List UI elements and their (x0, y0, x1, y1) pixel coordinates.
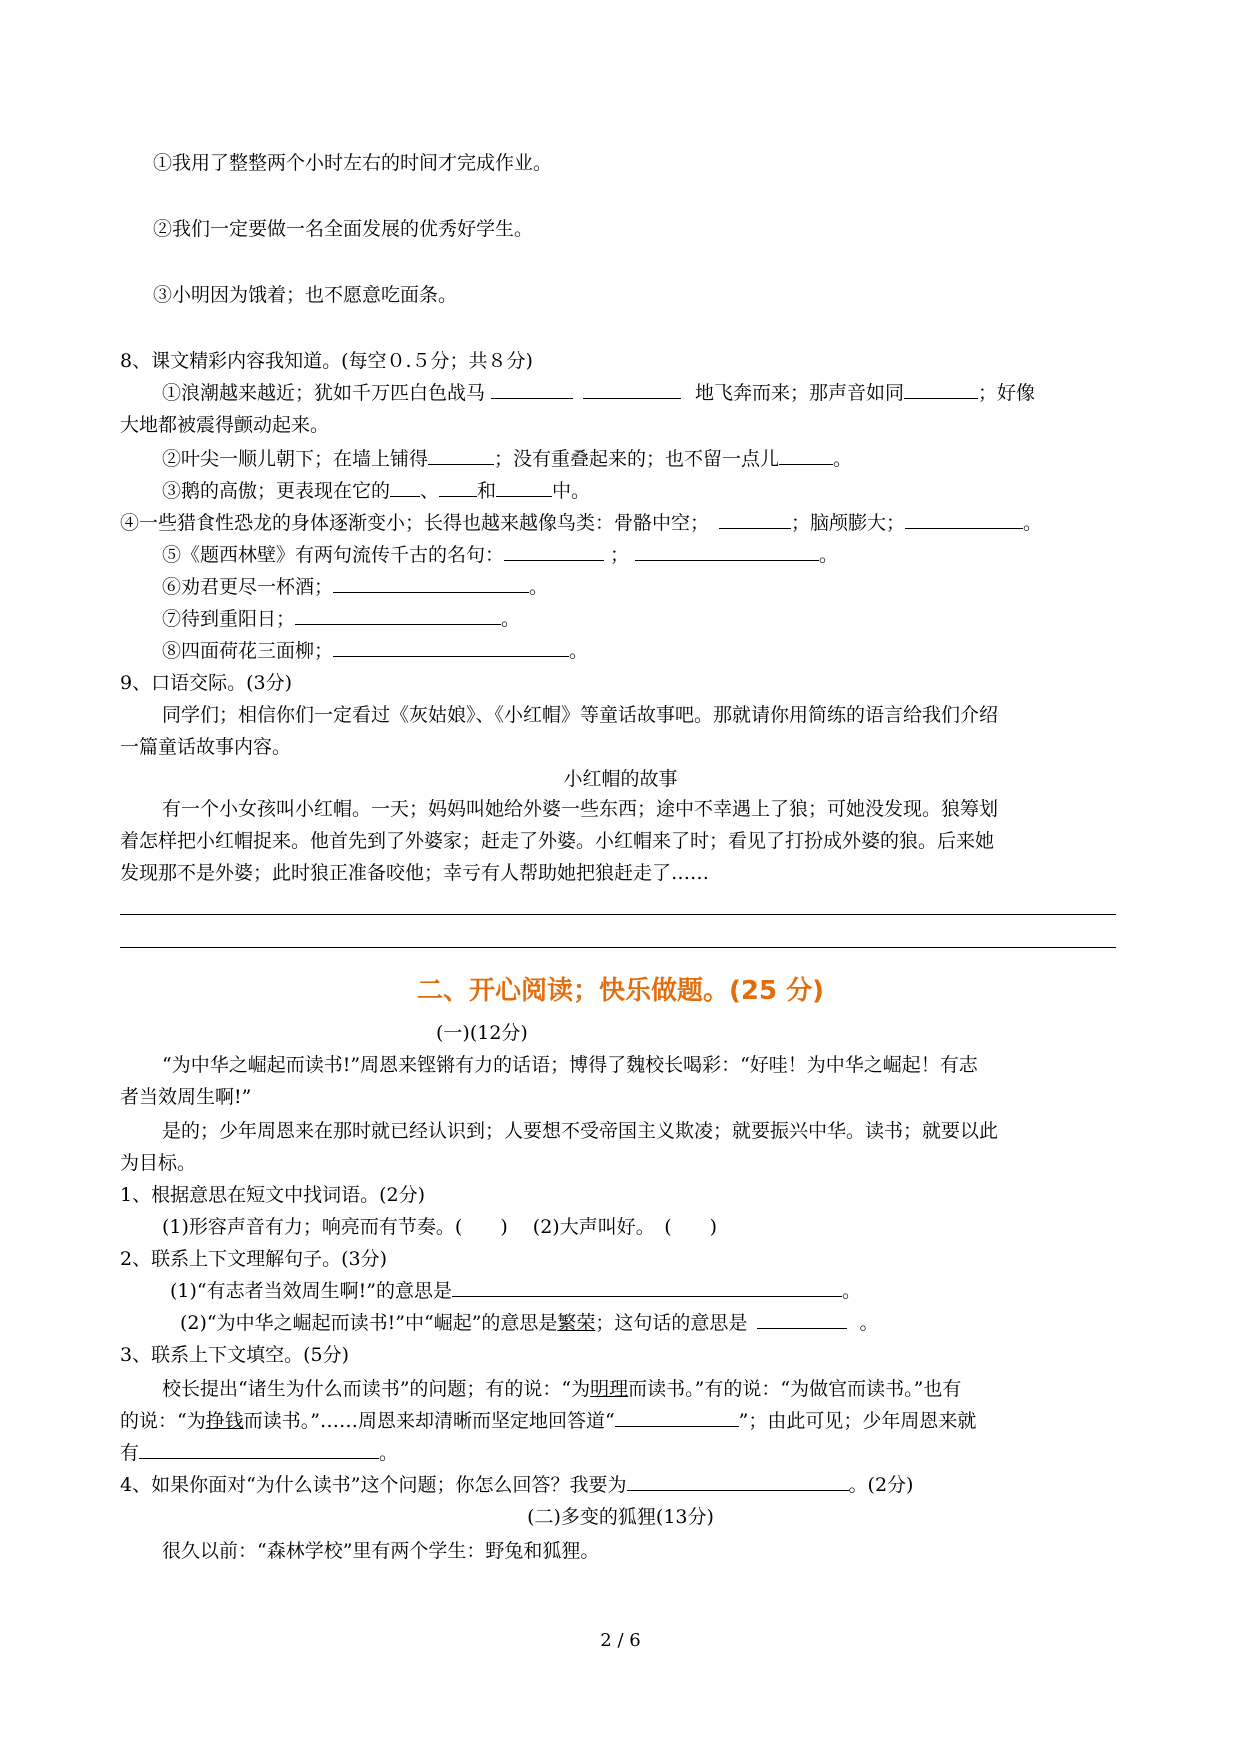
q8-line-7-text-a: ⑦待到重阳日； (162, 608, 296, 630)
q9-prompt-line-1: 同学们；相信你们一定看过《灰姑娘》、《小红帽》等童话故事吧。那就请你用简练的语言给我们介绍 (162, 704, 999, 726)
question-3: 3、联系上下文填空。(5分) (120, 1344, 350, 1366)
passage-2-line-1: 是的；少年周恩来在那时就已经认识到；人要想不受帝国主义欺凌；就要振兴中华。读书；就要以此 (162, 1120, 999, 1142)
fill-blank[interactable] (390, 478, 420, 497)
question-2-item-2-text-b: ；这句话的意思是 (595, 1312, 748, 1334)
q9-story-line-2: 着怎样把小红帽捉来。他首先到了外婆家；赶走了外婆。小红帽来了时；看见了打扮成外婆的狼。后来她 (120, 830, 995, 852)
question-2: 2、联系上下文理解句子。(3分) (120, 1248, 388, 1270)
fill-blank[interactable] (719, 510, 791, 529)
passage-2-line-2: 为目标。 (120, 1152, 197, 1174)
fill-blank[interactable] (491, 380, 573, 399)
q9-story-title: 小红帽的故事 (563, 768, 678, 790)
q8-line-5-text-b: ； (610, 544, 630, 566)
q8-line-8-text-a: ⑧四面荷花三面柳； (162, 640, 334, 662)
q8-line-2 (162, 446, 852, 472)
fill-blank[interactable] (428, 446, 494, 465)
q8-line-7 (162, 606, 520, 632)
question-3-line-3 (120, 1440, 398, 1466)
q8-line-4-text-a: ④一些猎食性恐龙的身体逐渐变小；长得也越来越像鸟类：骨骼中空； (120, 512, 710, 534)
fill-blank[interactable] (779, 446, 833, 465)
fill-blank[interactable] (757, 1310, 847, 1329)
question-2-item-2 (180, 1310, 878, 1336)
question-3-line-1 (162, 1376, 961, 1402)
q8-line-4-text-b: ；脑颅膨大； (791, 512, 906, 534)
q8-line-1-text-a: ①浪潮越来越近；犹如千万匹白色战马 (162, 382, 486, 404)
page-number: 2 / 6 (600, 1630, 641, 1651)
q8-line-6 (162, 574, 548, 600)
part-1-title: (一)(12分) (436, 1022, 528, 1044)
fill-blank[interactable] (504, 542, 604, 561)
answer-line-1[interactable] (120, 914, 1116, 915)
q7-sentence-2: ②我们一定要做一名全面发展的优秀好学生。 (153, 218, 534, 240)
q8-line-2-text-c: 。 (833, 448, 853, 470)
question-2-item-1-text: (1)“有志者当效周生啊!”的意思是 (170, 1280, 452, 1302)
q7-sentence-1: ①我用了整整两个小时左右的时间才完成作业。 (153, 152, 553, 174)
fill-blank[interactable] (295, 606, 501, 625)
q8-line-8 (162, 638, 588, 664)
q8-line-3-text-d: 中。 (552, 480, 591, 502)
passage-1-line-2: 者当效周生啊!” (120, 1086, 252, 1108)
question-3-line-2 (120, 1408, 976, 1434)
question-3-line-1-text-b: 而读书。”有的说：“为做官而读书。”也有 (628, 1378, 962, 1400)
q8-line-1-text-c: ；好像 (978, 382, 1036, 404)
q8-line-5-text-a: ⑤《题西林壁》有两句流传千古的名句： (162, 544, 505, 566)
q8-line-6-text-a: ⑥劝君更尽一杯酒； (162, 576, 334, 598)
q8-line-2-text-b: ；没有重叠起来的；也不留一点儿 (494, 448, 780, 470)
question-2-item-1-end: 。 (841, 1280, 861, 1302)
part-2-paragraph-1: 很久以前：“森林学校”里有两个学生：野兔和狐狸。 (162, 1540, 600, 1562)
fill-blank[interactable] (139, 1440, 379, 1459)
q9-prompt-line-2: 一篇童话故事内容。 (120, 736, 292, 758)
fill-blank[interactable] (439, 478, 477, 497)
fill-blank[interactable] (333, 574, 529, 593)
question-2-item-2-end: 。 (859, 1312, 879, 1334)
question-1: 1、根据意思在短文中找词语。(2分) (120, 1184, 426, 1206)
q7-sentence-3: ③小明因为饿着；也不愿意吃面条。 (153, 284, 458, 306)
part-2-title: (二)多变的狐狸(13分) (527, 1506, 714, 1528)
q8-line-6-text-b: 。 (529, 576, 549, 598)
q8-line-4-text-c: 。 (1023, 512, 1043, 534)
q8-line-2-text-a: ②叶尖一顺儿朝下；在墙上铺得 (162, 448, 429, 470)
question-3-line-2-text-b: 而读书。”……周恩来却清晰而坚定地回答道“ (243, 1410, 615, 1432)
question-3-line-1-text-a: 校长提出“诸生为什么而读书”的问题；有的说：“为 (162, 1378, 591, 1400)
fill-blank[interactable] (615, 1408, 739, 1427)
question-3-line-3-end: 。 (379, 1442, 399, 1464)
q8-line-3-text-c: 和 (477, 480, 497, 502)
question-4-end: 。(2分) (848, 1474, 914, 1496)
fill-blank[interactable] (904, 380, 978, 399)
q8-line-1 (162, 380, 1035, 406)
q8-heading: 8、课文精彩内容我知道。(每空０.５分；共８分) (120, 350, 533, 372)
fill-blank[interactable] (333, 638, 569, 657)
q8-line-8-text-b: 。 (569, 640, 589, 662)
q8-line-7-text-b: 。 (501, 608, 521, 630)
underlined-word: 挣钱 (205, 1410, 244, 1432)
q8-line-3 (162, 478, 590, 504)
q9-story-line-3: 发现那不是外婆；此时狼正准备咬他；幸亏有人帮助她把狼赶走了…… (120, 862, 710, 884)
question-1-items: (1)形容声音有力；响亮而有节奏。( ) (2)大声叫好。 ( ) (162, 1216, 718, 1238)
fill-blank[interactable] (635, 542, 819, 561)
section-2-title: 二、开心阅读；快乐做题。(25 分) (417, 976, 824, 1006)
q8-line-1-cont: 大地都被震得颤动起来。 (120, 414, 330, 436)
question-2-item-2-text: (2)“为中华之崛起而读书!”中“崛起”的意思是 (180, 1312, 558, 1334)
q8-line-5 (162, 542, 838, 568)
q8-line-3-text-a: ③鹅的高傲；更表现在它的 (162, 480, 391, 502)
fill-blank[interactable] (496, 478, 552, 497)
fill-blank[interactable] (583, 380, 681, 399)
question-3-line-3-text-a: 有 (120, 1442, 140, 1464)
fill-blank[interactable] (627, 1472, 849, 1491)
question-4-text: 4、如果你面对“为什么读书”这个问题；你怎么回答？我要为 (120, 1474, 627, 1496)
q9-heading: 9、口语交际。(3分) (120, 672, 293, 694)
question-4 (120, 1472, 913, 1498)
q8-line-5-text-c: 。 (819, 544, 839, 566)
q8-line-1-text-b: 地飞奔而来；那声音如同 (695, 382, 905, 404)
answer-line-2[interactable] (120, 947, 1116, 948)
fill-blank[interactable] (905, 510, 1023, 529)
q8-line-3-text-b: 、 (420, 480, 440, 502)
underlined-word: 繁荣 (557, 1312, 596, 1334)
question-2-item-1 (170, 1278, 861, 1304)
fill-blank[interactable] (452, 1278, 842, 1297)
q9-story-line-1: 有一个小女孩叫小红帽。一天；妈妈叫她给外婆一些东西；途中不幸遇上了狼；可她没发现。狼筹划 (162, 798, 999, 820)
q8-line-4 (120, 510, 1042, 536)
underlined-word: 明理 (590, 1378, 629, 1400)
question-3-line-2-text-a: 的说：“为 (120, 1410, 206, 1432)
passage-1-line-1: “为中华之崛起而读书!”周恩来铿锵有力的话语；博得了魏校长喝彩：“好哇！为中华之崛起！有志 (162, 1054, 978, 1076)
question-3-line-2-text-c: ”；由此可见；少年周恩来就 (738, 1410, 977, 1432)
